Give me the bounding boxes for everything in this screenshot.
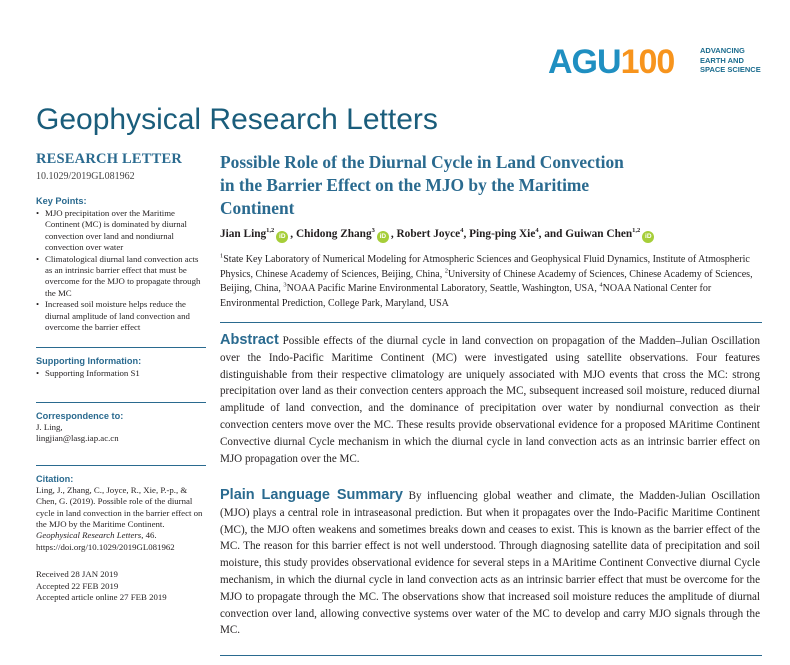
agu100-logo: [548, 42, 761, 82]
agu100-wordmark: AGU100: [548, 43, 675, 81]
correspondence-email[interactable]: lingjian@lasg.iap.ac.cn: [36, 433, 119, 444]
divider: [220, 655, 762, 656]
article-doi: 10.1029/2019GL081962: [36, 171, 135, 182]
supporting-info-link[interactable]: • Supporting Information S1: [36, 368, 206, 379]
article-title: Possible Role of the Diurnal Cycle in Land Convection in the Barrier Effect on the MJO by the Maritime Continent: [220, 152, 624, 218]
divider: [220, 322, 762, 323]
orcid-icon[interactable]: iD: [377, 231, 389, 243]
received-date: Received 28 JAN 2019: [36, 569, 118, 580]
key-points-section: [36, 195, 206, 333]
abstract: [220, 332, 760, 467]
journal-title: Geophysical Research Letters: [36, 103, 438, 136]
key-point: • Increased soil moisture helps reduce the diurnal amplitude of land convection and overcome the barrier effect: [36, 299, 206, 333]
sidebar: [36, 150, 206, 603]
author-list: Jian Ling$^{1,2}$iD , Chidong Zhang$^3$iD , Robert Joyce$^4$, Ping-ping Xie$^4$, and Guiwan Chen$^{1,2}$iD: [220, 227, 760, 243]
article-type: RESEARCH LETTER: [36, 151, 183, 167]
author-name: Jian Ling: [220, 228, 267, 240]
orcid-icon[interactable]: iD: [642, 231, 654, 243]
affiliations: $^1$State Key Laboratory of Numerical Modeling for Atmospheric Sciences and Geophysical Fluid Dynamics, Institute of Atmospheric Physics, Chinese Academy of Sciences, Beijing, China, $^2$University of Chinese Academy of Sciences, Chinese Academy of Sciences, Beijing, China, $^3$NOAA Pacific Marine Environmental Laboratory, Seattle, Washington, USA, $^4$NOAA National Center for Environmental Prediction, College Park, Maryland, USA: [220, 252, 753, 309]
citation-text: Ling, J., Zhang, C., Joyce, R., Xie, P.-p., & Chen, G. (2019). Possible role of the diurnal cycle in land convection in the barrier effect on the MJO by the Maritime Continent. Geophysical Research Letters, 46. https://doi.org/10.1029/2019GL081962: [36, 484, 203, 552]
key-point: • MJO precipitation over the Maritime Continent (MC) is dominated by diurnal convection over land and nondiurnal convection over water: [36, 208, 206, 254]
article-dates: [36, 569, 206, 603]
abstract-text: Possible effects of the diurnal cycle in land convection on propagation of the Madden–Julian Oscillation over the Indo-Pacific Maritime Continent (MC) were investigated using satellite observations. Four features distinguishable from their respective climatology are uniquely associated with MJO events that cross the MC: strong precipitation over land as their convection centers approach the MC, subsequent increased soil moisture, reduced diurnal amplitude of land convection, and the dominance of precipitation over water by nondiurnal convection as their convection centers move over the MC. These results provide observational evidence for a proposed MAritime Continent Convective diurnal Cycle mechanism in which the diurnal cycle in land convection acts as an intrinsic barrier effect on MJO propagation over the MC.: [220, 335, 760, 465]
plain-language-summary: [220, 487, 760, 639]
abstract-heading: Abstract: [220, 332, 279, 348]
correspondence-heading: Correspondence to:: [36, 410, 124, 421]
pls-heading: Plain Language Summary: [220, 487, 403, 503]
citation-section: [36, 465, 206, 553]
citation-heading: Citation:: [36, 473, 74, 484]
online-date: Accepted article online 27 FEB 2019: [36, 591, 167, 602]
supporting-info-section: [36, 347, 206, 379]
author-name: Ping-ping Xie: [469, 228, 536, 240]
key-point: • Climatological diurnal land convection acts as an intrinsic barrier effect that must be overcome for the MJO to propagate through the MC: [36, 254, 206, 300]
author-name: Chidong Zhang: [295, 228, 372, 240]
author-name: Guiwan Chen: [565, 228, 633, 240]
author-name: Robert Joyce: [396, 228, 461, 240]
correspondence-name: J. Ling,: [36, 421, 63, 432]
orcid-icon[interactable]: iD: [276, 231, 288, 243]
correspondence-section: [36, 402, 206, 445]
supporting-info-heading: Supporting Information:: [36, 356, 142, 367]
pls-text: By influencing global weather and climate, the Madden-Julian Oscillation (MJO) plays a central role in intraseasonal prediction. But when it propagates over the Indo-Pacific Maritime Continent (MC), the MJO often weakens and sometimes breaks down and ceases to exist. This is known as the barrier effect of the MC. The reason for this barrier effect is not well understood. Through diagnosing satellite data of precipitation and soil moisture, this study provides observational evidence for several steps in a MAritime Continent Convective diurnal Cycle mechanism, in which the diurnal cycle in land convection acts as an intrinsic barrier effect that must be overcome for the MJO to propagate through the MC. The observations show that increased soil moisture reduces the amplitude of diurnal convection over land, allowing convective systems over water of the MC to develop and carry MJO signals through the MC.: [220, 490, 760, 637]
accepted-date: Accepted 22 FEB 2019: [36, 580, 119, 591]
agu-tagline: ADVANCING EARTH AND SPACE SCIENCE: [700, 46, 761, 74]
key-points-heading: Key Points:: [36, 196, 87, 206]
